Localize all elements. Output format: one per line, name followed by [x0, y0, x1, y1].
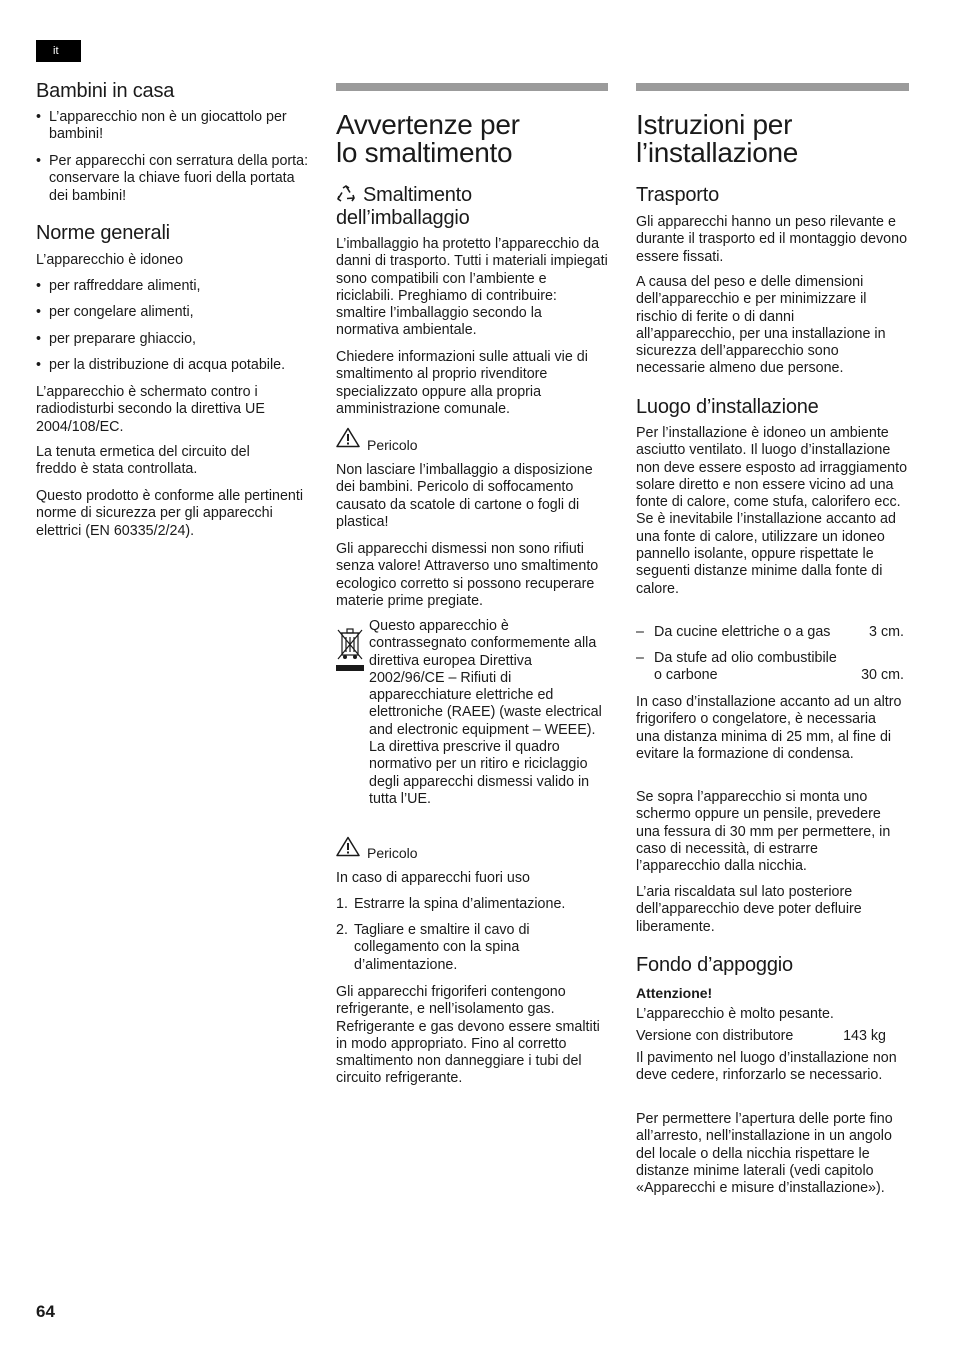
- paragraph: L’imballaggio ha protetto l’apparecchio da danni di trasporto. Tutti i materiali impiegati sono compatibili con l’ambiente e riciclabili. Preghiamo di contribuire: smaltire l’imballaggio secondo la normativa ambientale.: [336, 236, 608, 339]
- paragraph: Il pavimento nel luogo d’installazione non deve cedere, rinforzarlo se necessario.: [636, 1050, 897, 1084]
- language-tag: it: [36, 40, 81, 62]
- pericolo-label: Pericolo: [367, 845, 418, 861]
- weight-row: Versione con distributore 143 kg: [636, 1028, 886, 1044]
- paragraph: L’apparecchio è schermato contro i radiodisturbi secondo la direttiva UE 2004/108/EC.: [36, 384, 265, 435]
- page-number: 64: [36, 1302, 55, 1321]
- distance-row: – Da cucine elettriche o a gas 3 cm.: [636, 624, 904, 640]
- paragraph: Gli apparecchi dismessi non sono rifiuti senza valore! Attraverso uno smaltimento ecologico corretto si possono recuperare materie prime pregiate.: [336, 541, 599, 609]
- list-item: • per preparare ghiaccio,: [36, 331, 311, 348]
- heading-fondo: Fondo d’appoggio: [636, 954, 793, 976]
- distance-row: – Da stufe ad olio combustibile o carbone 30 cm.: [636, 650, 904, 684]
- paragraph: Se sopra l’apparecchio si monta uno schermo oppure un pensile, prevedere una fessura di 30 mm per permettere, in caso di necessità, di estrarre l’apparecchio dalla nicchia.: [636, 789, 891, 875]
- paragraph: L’aria riscaldata sul lato posteriore dell’apparecchio deve poter defluire liberamente.: [636, 884, 862, 935]
- pericolo-label: Pericolo: [367, 437, 418, 453]
- section-rule: [636, 83, 909, 91]
- paragraph: Questo prodotto è conforme alle pertinenti norme di sicurezza per gli apparecchi elettrici (EN 60335/2/24).: [36, 488, 304, 539]
- paragraph: Gli apparecchi frigoriferi contengono refrigerante, e nell’isolamento gas. Refrigerante e gas devono essere smaltiti in modo appropriato. Fino al corretto smaltimento non danneggiare i tubi del circuito refrigerante.: [336, 984, 600, 1087]
- paragraph: In caso d’installazione accanto ad un altro frigorifero o congelatore, è necessaria una distanza minima di 25 mm, al fine di evitare la formazione di condensa.: [636, 694, 902, 762]
- list-item: • Per apparecchi con serratura della porta: conservare la chiave fuori della portata dei bambini!: [36, 153, 311, 205]
- paragraph: Non lasciare l’imballaggio a disposizione dei bambini. Pericolo di soffocamento causato da scatole di cartone o fogli di plastica!: [336, 462, 593, 530]
- heading-bambini: Bambini in casa: [36, 80, 175, 102]
- paragraph: A causa del peso e delle dimensioni dell’apparecchio e per minimizzare il rischio di ferite o di danni all’apparecchio, per una installazione in sicurezza dell’apparecchio sono necessarie almeno due persone.: [636, 274, 886, 377]
- list-item: 2. Tagliare e smaltire il cavo di collegamento con la spina d’alimentazione.: [336, 922, 530, 973]
- heading-trasporto: Trasporto: [636, 184, 720, 206]
- heading-norme: Norme generali: [36, 222, 170, 244]
- weee-bin-icon: [336, 626, 364, 677]
- paragraph: In caso di apparecchi fuori uso: [336, 870, 530, 886]
- list-item: 1. Estrarre la spina d’alimentazione.: [336, 896, 566, 912]
- paragraph: Chiedere informazioni sulle attuali vie di smaltimento al proprio rivenditore specializzato oppure alla propria amministrazione comunale.: [336, 349, 588, 417]
- paragraph: Per permettere l’apertura delle porte fino all’arresto, nell’installazione in un angolo del locale o della nicchia rispettare le distanze minime laterali (vedi capitolo «Apparecchi e misure d’installazione»).: [636, 1111, 893, 1197]
- heading-smaltimento-line1: Smaltimento: [363, 184, 472, 206]
- paragraph: La tenuta ermetica del circuito del freddo è stata controllata.: [36, 444, 250, 478]
- attenzione-label: Attenzione!: [636, 985, 713, 1001]
- paragraph: Gli apparecchi hanno un peso rilevante e durante il trasporto ed il montaggio devono essere fissati.: [636, 214, 908, 265]
- list-item: • L’apparecchio non è un giocattolo per bambini!: [36, 109, 311, 144]
- paragraph: Per l’installazione è idoneo un ambiente asciutto ventilato. Il luogo d’installazione non deve essere esposto ad irraggiamento solare diretto e non essere vicino ad una fonte di calore, come stufa, calorifero ecc. Se è inevitabile l’installazione accanto ad una fonte di calore, utilizzare un idoneo pannello isolante, oppure rispettate le seguenti distanze minime dalla fonte di calore.: [636, 425, 908, 597]
- warning-icon: [336, 427, 360, 453]
- heading-smaltimento-line2: dell’imballaggio: [336, 207, 470, 229]
- list-item: • per la distribuzione di acqua potabile.: [36, 357, 311, 374]
- paragraph-weee: Questo apparecchio è contrassegnato conformemente alla direttiva europea Direttiva 2002/96/CE – Rifiuti di apparecchiature elettriche ed elettroniche (RAEE) (waste electrical and electronic equipment – WEEE). La direttiva prescrive il quadro normativo per un ritiro e riciclaggio degli apparecchi dismessi valido in tutta l’UE.: [369, 618, 602, 807]
- warning-icon: [336, 836, 360, 862]
- section-title-line1: Istruzioni per: [636, 109, 793, 140]
- heading-luogo: Luogo d’installazione: [636, 396, 819, 418]
- section-title-line2: lo smaltimento: [336, 137, 513, 168]
- list-item: • per congelare alimenti,: [36, 304, 311, 321]
- section-rule: [336, 83, 608, 91]
- section-title-line2: l’installazione: [636, 137, 799, 168]
- paragraph: L’apparecchio è idoneo: [36, 252, 184, 268]
- list-item: • per raffreddare alimenti,: [36, 278, 311, 295]
- section-title-line1: Avvertenze per: [336, 109, 520, 140]
- paragraph: L’apparecchio è molto pesante.: [636, 1006, 834, 1022]
